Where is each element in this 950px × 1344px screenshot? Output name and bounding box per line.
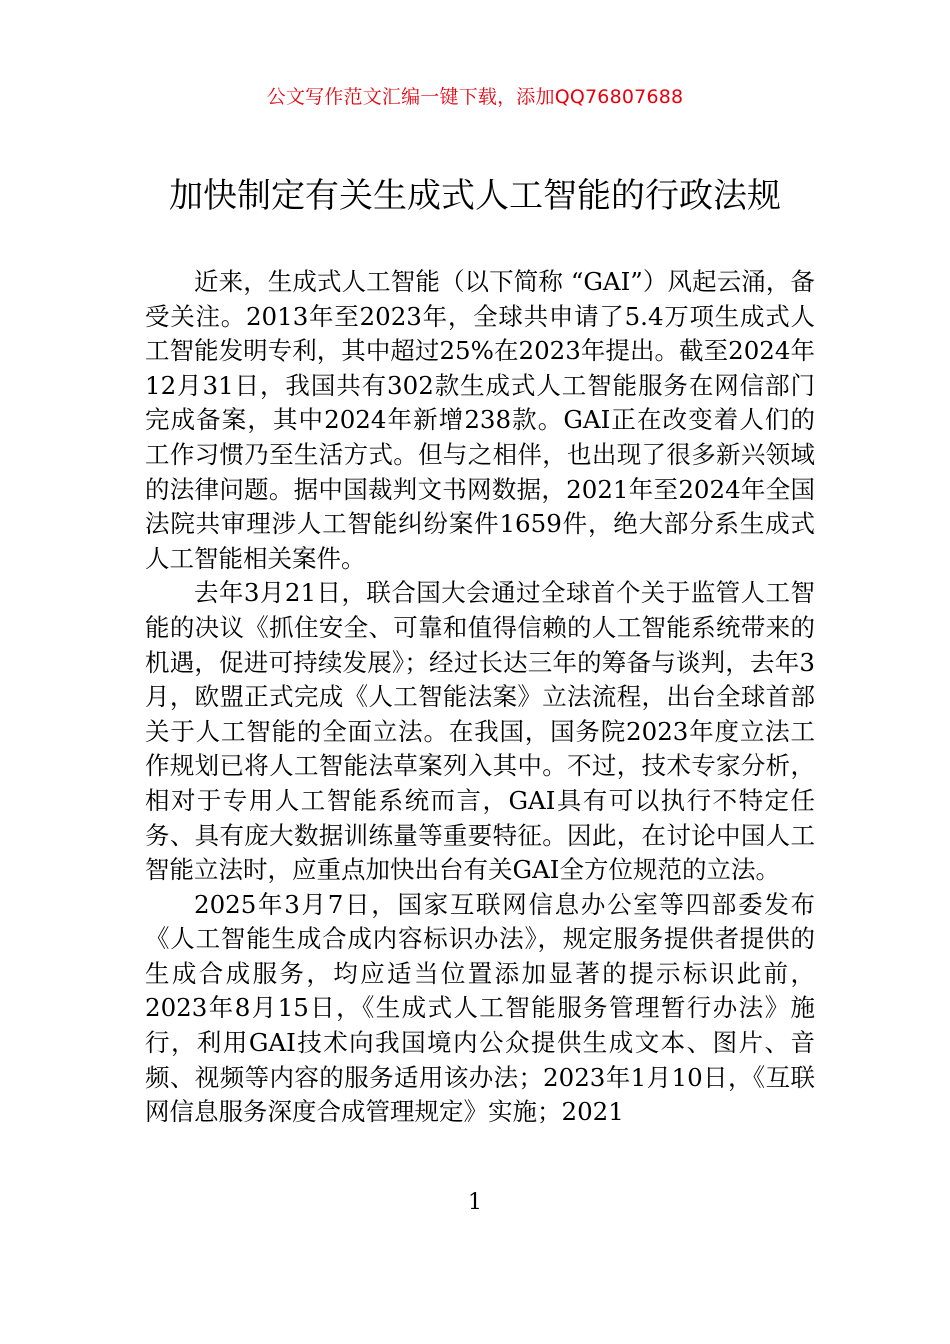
download-banner: 公文写作范文汇编一键下载，添加QQ76807688 <box>266 86 684 108</box>
paragraph: 2025年3月7日，国家互联网信息办公室等四部委发布《人工智能生成合成内容标识办法》，规定服务提供者提供的生成合成服务，均应适当位置添加显著的提示标识此前，2023年8月15日，《生成式人工智能服务管理暂行办法》施行，利用GAI技术向我国境内公众提供生成文本、图片、音频、视频等内容的服务适用该办法；2023年1月10日，《互联网信息服务深度合成管理规定》实施；2021 <box>145 889 815 1127</box>
document-title: 加快制定有关生成式人工智能的行政法规 <box>169 176 781 216</box>
page-number: 1 <box>468 1190 482 1215</box>
paragraph: 近来，生成式人工智能（以下简称 “GAI”）风起云涌，备受关注。2013年至2023年，全球共申请了5.4万项生成式人工智能发明专利，其中超过25%在2023年提出。截至2024年12月31日，我国共有302款生成式人工智能服务在网信部门完成备案，其中2024年新增238款。GAI正在改变着人们的工作习惯乃至生活方式。但与之相伴，也出现了很多新兴领域的法律问题。据中国裁判文书网数据，2021年至2024年全国法院共审理涉人工智能纠纷案件1659件，绝大部分系生成式人工智能相关案件。 <box>145 267 815 573</box>
paragraph: 去年3月21日，联合国大会通过全球首个关于监管人工智能的决议《抓住安全、可靠和值得信赖的人工智能系统带来的机遇，促进可持续发展》；经过长达三年的筹备与谈判，去年3月，欧盟正式完成《人工智能法案》立法流程，出台全球首部关于人工智能的全面立法。在我国，国务院2023年度立法工作规划已将人工智能法草案列入其中。不过，技术专家分析，相对于专用人工智能系统而言，GAI具有可以执行不特定任务、具有庞大数据训练量等重要特征。因此，在讨论中国人工智能立法时，应重点加快出台有关GAI全方位规范的立法。 <box>145 578 815 885</box>
document-body <box>145 265 815 1130</box>
